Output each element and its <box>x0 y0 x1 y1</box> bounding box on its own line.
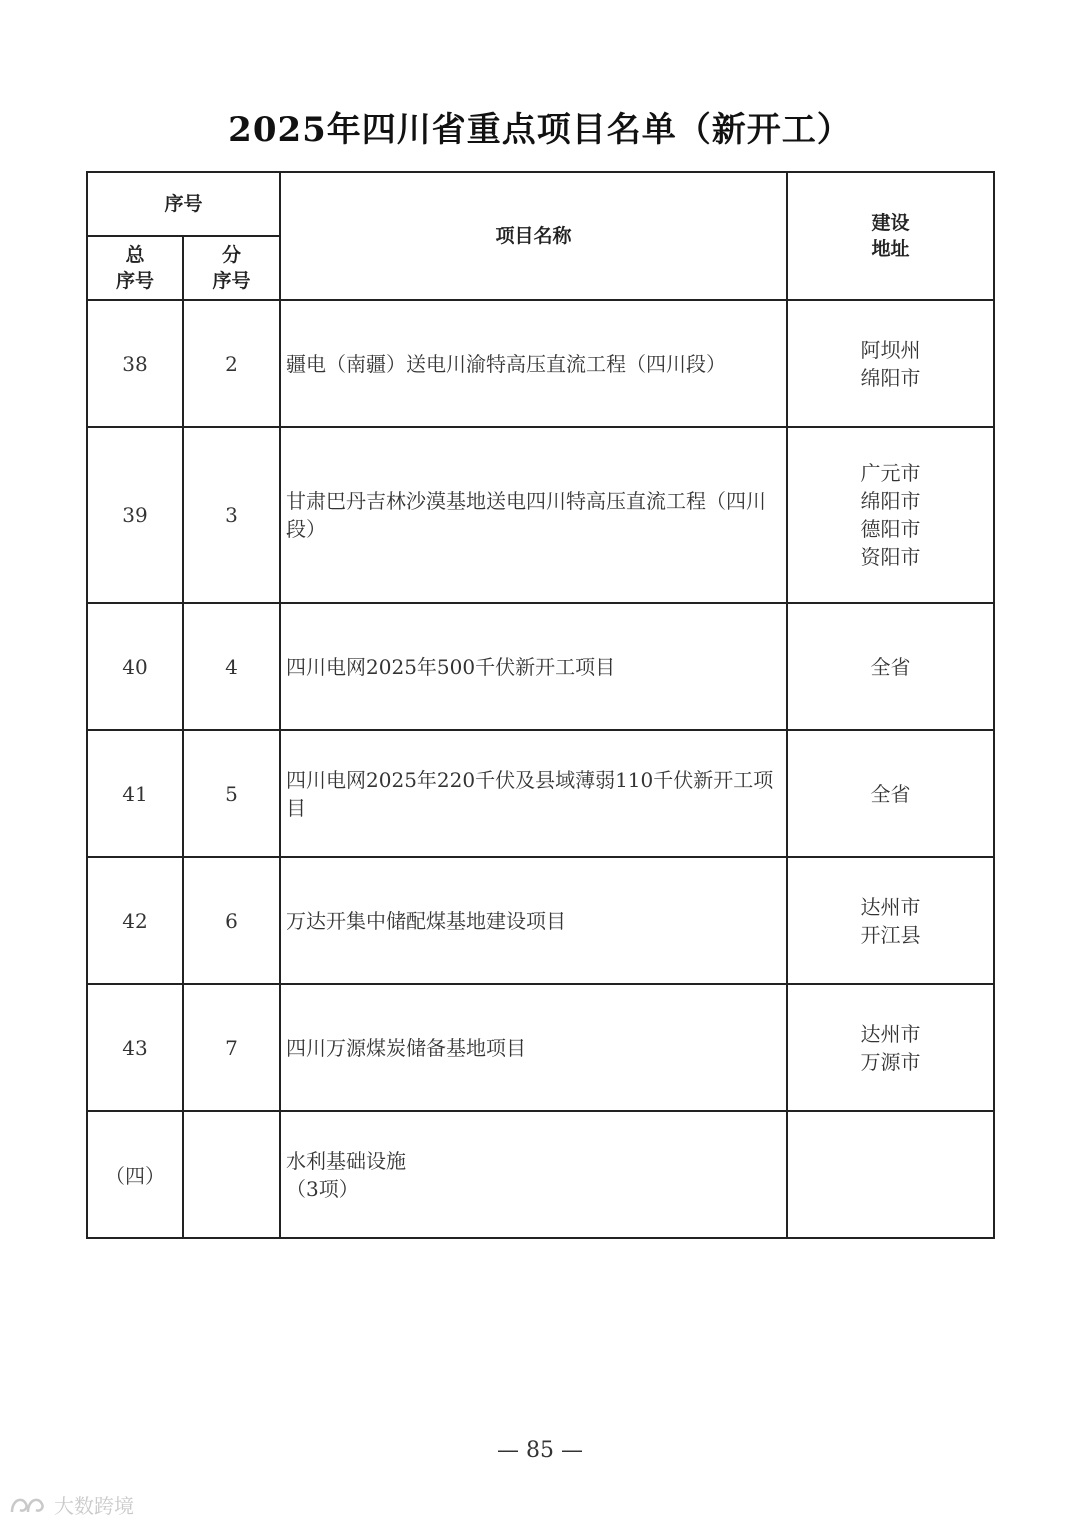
project-name-cell: 四川万源煤炭储备基地项目 <box>280 984 787 1111</box>
location-line: 广元市 <box>860 461 921 485</box>
table-row <box>87 1111 994 1238</box>
project-name-cell: 四川电网2025年500千伏新开工项目 <box>280 603 787 730</box>
sub-seq-cell <box>183 1111 280 1238</box>
location-line: 达州市 <box>860 894 921 919</box>
total-seq-cell: 38 <box>87 300 183 427</box>
total-seq-cell: 41 <box>87 730 183 857</box>
project-name-cell: 万达开集中储配煤基地建设项目 <box>280 857 787 984</box>
total-seq-header-line: 总 <box>125 244 145 266</box>
sub-seq-header <box>183 236 280 300</box>
sub-seq-header-line: 序号 <box>212 270 251 292</box>
location-cell <box>787 984 994 1111</box>
location-cell <box>787 603 994 730</box>
location-line: 资阳市 <box>860 545 921 569</box>
location-line: 全省 <box>870 781 911 806</box>
page-title: 2025年四川省重点项目名单（新开工） <box>228 110 852 150</box>
total-seq-cell: 40 <box>87 603 183 730</box>
location-line: 达州市 <box>860 1021 921 1046</box>
location-line: 德阳市 <box>860 517 921 541</box>
sub-seq-cell: 6 <box>183 857 280 984</box>
total-seq-header <box>87 236 183 300</box>
sub-seq-cell: 3 <box>183 427 280 603</box>
location-line: 绵阳市 <box>860 365 921 390</box>
project-name-cell: 四川电网2025年220千伏及县域薄弱110千伏新开工项目 <box>280 730 787 857</box>
project-table <box>86 171 995 1239</box>
category-name-cell <box>280 1111 787 1238</box>
table-header-row <box>87 172 994 236</box>
project-name-header: 项目名称 <box>280 172 787 300</box>
total-seq-cell: 43 <box>87 984 183 1111</box>
watermark-logo-icon <box>8 1492 48 1518</box>
location-line: 万源市 <box>860 1049 921 1074</box>
table-row <box>87 984 994 1111</box>
location-header <box>787 172 994 300</box>
category-count-line: （3项） <box>286 1176 359 1201</box>
sub-seq-cell: 7 <box>183 984 280 1111</box>
sub-seq-header-line: 分 <box>222 244 242 266</box>
sub-seq-cell: 2 <box>183 300 280 427</box>
table-row <box>87 427 994 603</box>
location-cell <box>787 857 994 984</box>
sub-seq-cell: 5 <box>183 730 280 857</box>
location-line: 绵阳市 <box>860 489 921 513</box>
total-seq-cell: 39 <box>87 427 183 603</box>
sub-seq-cell: 4 <box>183 603 280 730</box>
table-row <box>87 300 994 427</box>
total-seq-cell: 42 <box>87 857 183 984</box>
project-name-cell: 疆电（南疆）送电川渝特高压直流工程（四川段） <box>280 300 787 427</box>
location-cell <box>787 1111 994 1238</box>
location-line: 全省 <box>870 654 911 679</box>
table-row <box>87 857 994 984</box>
location-line: 开江县 <box>860 922 921 947</box>
location-cell <box>787 300 994 427</box>
page-number: — 85 — <box>497 1438 583 1463</box>
watermark <box>8 1490 134 1519</box>
location-line: 阿坝州 <box>860 337 921 362</box>
location-cell <box>787 427 994 603</box>
seq-group-header: 序号 <box>87 172 280 236</box>
table-row <box>87 603 994 730</box>
project-name-cell: 甘肃巴丹吉林沙漠基地送电四川特高压直流工程（四川段） <box>280 427 787 603</box>
total-seq-header-line: 序号 <box>115 270 154 292</box>
category-name-line: 水利基础设施 <box>286 1148 407 1173</box>
category-seq-cell: （四） <box>87 1111 183 1238</box>
table-row <box>87 730 994 857</box>
location-header-line: 建设 <box>871 212 910 234</box>
location-cell <box>787 730 994 857</box>
watermark-text: 大数跨境 <box>54 1494 134 1518</box>
location-header-line: 地址 <box>871 238 910 260</box>
